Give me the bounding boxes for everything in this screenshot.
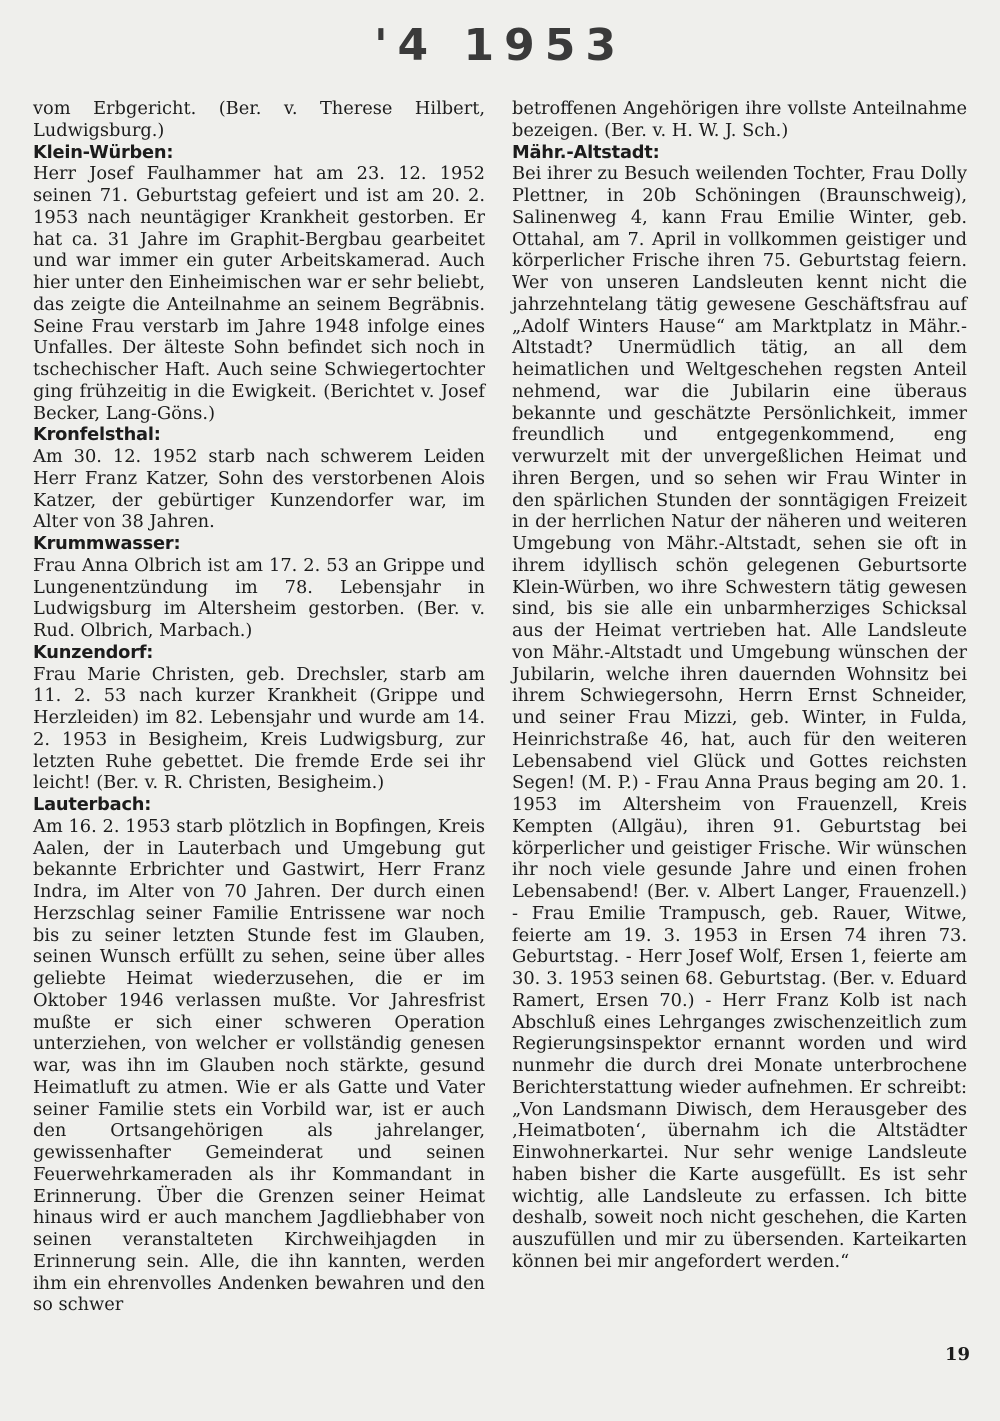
page-number: 19	[945, 1344, 971, 1365]
paragraph: Frau Marie Christen, geb. Drechsler, starb am 11. 2. 53 nach kurzer Krankheit (Grippe und Herzleiden) im 82. Lebensjahr und wurde am 14. 2. 1953 in Besigheim, Kreis Ludwigsburg, zur letzten Ruhe gebettet. Die fremde Erde sei ihr leicht! (Ber. v. R. Christen, Besigheim.)	[33, 663, 485, 794]
section-heading-kronfelsthal: Kronfelsthal:	[33, 424, 161, 446]
right-column	[512, 98, 967, 1273]
left-column	[33, 98, 485, 1316]
paragraph: Herr Josef Faulhammer hat am 23. 12. 1952 seinen 71. Geburtstag gefeiert und ist am 20. 2. 1953 nach neuntägiger Krankheit gestorben. Er hat ca. 31 Jahre im Graphit-Bergbau gearbeitet und war immer ein guter Arbeitskamerad. Auch hier unter den Einheimischen war er sehr beliebt, das zeigte die Anteilnahme an seinem Begräbnis. Seine Frau verstarb im Jahre 1948 infolge eines Unfalles. Der älteste Sohn befindet sich noch in tschechischer Haft. Auch seine Schwiegertochter ging frühzeitig in die Ewigkeit. (Berichtet v. Josef Becker, Lang-Göns.)	[33, 163, 485, 424]
section-heading-kunzendorf: Kunzendorf:	[33, 641, 154, 663]
section-heading-lauterbach: Lauterbach:	[33, 794, 152, 815]
paragraph: vom Erbgericht. (Ber. v. Therese Hilbert, Ludwigsburg.)	[33, 98, 485, 141]
paragraph: Am 30. 12. 1952 starb nach schwerem Leiden Herr Franz Katzer, Sohn des verstorbenen Alois Katzer, der gebürtiger Kunzendorfer war, im Alter von 38 Jahren.	[33, 446, 485, 533]
paragraph: Frau Anna Olbrich ist am 17. 2. 53 an Grippe und Lungenentzündung im 78. Lebensjahr in Ludwigsburg im Altersheim gestorben. (Ber. v. Rud. Olbrich, Marbach.)	[33, 554, 485, 641]
paragraph: Am 16. 2. 1953 starb plötzlich in Bopfingen, Kreis Aalen, der in Lauterbach und Umgebung gut bekannte Erbrichter und Gastwirt, Herr Franz Indra, im Alter von 70 Jahren. Der durch einen Herzschlag seiner Familie Entrissene war noch bis zu seiner letzten Stunde fest im Glauben, seinen Wunsch erfüllt zu sehen, seine über alles geliebte Heimat wiederzusehen, die er im Oktober 1946 verlassen mußte. Vor Jahresfrist mußte er sich einer schweren Operation unterziehen, von welcher er vollständig genesen war, was ihn im Glauben noch stärkte, gesund Heimatluft zu atmen. Wie er als Gatte und Vater seiner Familie stets ein Vorbild war, ist er auch den Ortsangehörigen als jahrelanger, gewissenhafter Gemeinderat und seinen Feuerwehrkameraden als ihr Kommandant in Erinnerung. Über die Grenzen seiner Heimat hinaus wird er auch manchem Jagdliebhaber von seinen veranstalteten Kirchweihjagden in Erinnerung sein. Alle, die ihn kannten, werden ihm ein ehrenvolles Andenken bewahren und den so schwer	[33, 815, 485, 1316]
section-heading-krummwasser: Krummwasser:	[33, 533, 181, 554]
page-title: '4 1953	[374, 20, 626, 71]
section-heading-klein-wuerben: Klein-Würben:	[33, 141, 174, 163]
section-heading-maehr-altstadt: Mähr.-Altstadt:	[512, 141, 660, 163]
paragraph: betroffenen Angehörigen ihre vollste Anteilnahme bezeigen. (Ber. v. H. W. J. Sch.)	[512, 98, 967, 141]
paragraph: Bei ihrer zu Besuch weilenden Tochter, Frau Dolly Plettner, in 20b Schöningen (Braunschweig), Salinenweg 4, kann Frau Emilie Winter, geb. Ottahal, am 7. April in vollkommen geistiger und körperlicher Frische ihren 75. Geburtstag feiern. Wer von unseren Landsleuten kennt nicht die jahrzehntelang tätig gewesene Geschäftsfrau auf „Adolf Winters Hause“ am Marktplatz in Mähr.-Altstadt? Unermüdlich tätig, an all dem heimatlichen und Weltgeschehen regsten Anteil nehmend, war die Jubilarin eine überaus bekannte und geschätzte Persönlichkeit, immer freundlich und entgegenkommend, eng verwurzelt mit der unvergeßlichen Heimat und ihren Bergen, und so sehen wir Frau Winter in den spärlichen Stunden der sonntägigen Freizeit in der herrlichen Natur der näheren und weiteren Umgebung von Mähr.-Altstadt, sehen sie oft in ihrem idyllisch schön gelegenen Geburtsorte Klein-Würben, wo ihre Schwestern tätig gewesen sind, bis sie alle ein unbarmherziges Schicksal aus der Heimat vertrieben hat. Alle Landsleute von Mähr.-Altstadt und Umgebung wünschen der Jubilarin, welche ihren dauernden Wohnsitz bei ihrem Schwiegersohn, Herrn Ernst Schneider, und seiner Frau Mizzi, geb. Winter, in Fulda, Heinrichstraße 46, hat, auch für den weiteren Lebensabend viel Glück und Gottes reichsten Segen! (M. P.) - Frau Anna Praus beging am 20. 1. 1953 im Altersheim von Frauenzell, Kreis Kempten (Allgäu), ihren 91. Geburtstag bei körperlicher und geistiger Frische. Wir wünschen ihr noch viele gesunde Jahre und einen frohen Lebensabend! (Ber. v. Albert Langer, Frauenzell.) - Frau Emilie Trampusch, geb. Rauer, Witwe, feierte am 19. 3. 1953 in Ersen 74 ihren 73. Geburtstag. - Herr Josef Wolf, Ersen 1, feierte am 30. 3. 1953 seinen 68. Geburtstag. (Ber. v. Eduard Ramert, Ersen 70.) - Herr Franz Kolb ist nach Abschluß eines Lehrganges zwischenzeitlich zum Regierungsinspektor ernannt worden und wird nunmehr die durch drei Monate unterbrochene Berichterstattung wieder aufnehmen. Er schreibt: „Von Landsmann Diwisch, dem Herausgeber des ‚Heimatboten‘, übernahm ich die Altstädter Einwohnerkartei. Nur sehr wenige Landsleute haben bisher die Karte ausgefüllt. Es ist sehr wichtig, alle Landsleute zu erfassen. Ich bitte deshalb, soweit noch nicht geschehen, die Karten auszufüllen und mir zu übersenden. Karteikarten können bei mir angefordert werden.“	[512, 163, 967, 1272]
